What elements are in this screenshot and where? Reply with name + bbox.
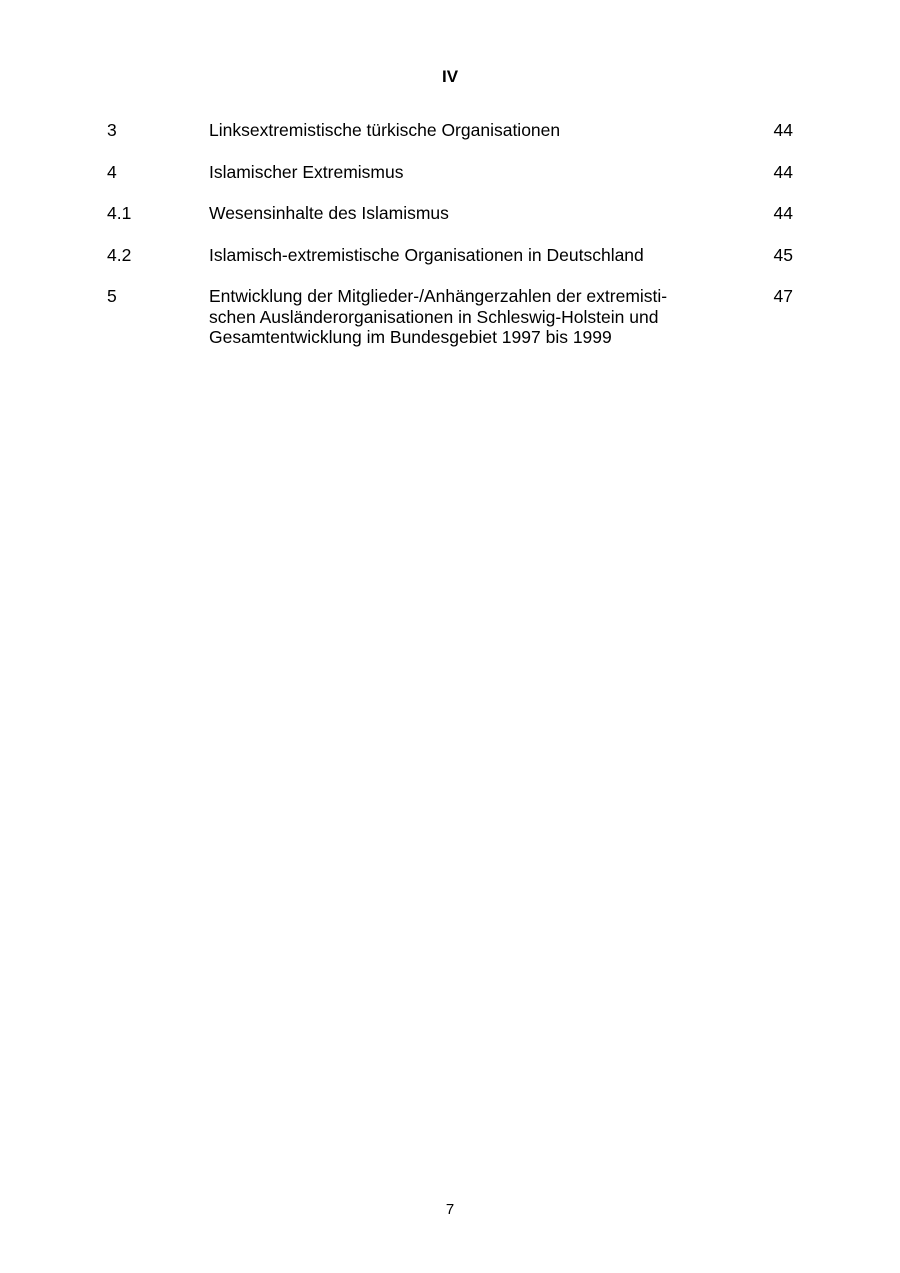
toc-entry-title: Wesensinhalte des Islamismus — [209, 203, 449, 223]
toc-entry[interactable] — [107, 120, 793, 141]
toc-entry[interactable] — [107, 286, 793, 348]
toc-entry-number: 4 — [107, 161, 117, 182]
toc-entry-title: Entwicklung der Mitglieder-/Anhängerzahlen der extremisti- schen Ausländerorganisationen in Schleswig-Holstein und Gesamtentwicklung im Bundesgebiet 1997 bis 1999 — [209, 286, 668, 347]
toc-entry-number: 5 — [107, 286, 117, 306]
toc-entry-title: Islamisch-extremistische Organisationen in Deutschland — [209, 244, 644, 265]
table-of-contents — [107, 120, 793, 369]
toc-entry-page: 47 — [773, 286, 793, 306]
toc-entry-title: Islamischer Extremismus — [209, 161, 404, 182]
toc-entry-page: 44 — [773, 120, 793, 140]
toc-entry-number: 4.1 — [107, 203, 132, 223]
toc-entry-page: 44 — [773, 203, 793, 223]
toc-entry-page: 45 — [773, 244, 793, 265]
toc-entry-number: 3 — [107, 120, 117, 140]
toc-entry[interactable] — [107, 245, 793, 266]
toc-entry-number: 4.2 — [107, 244, 132, 265]
toc-entry-title: Linksextremistische türkische Organisationen — [209, 120, 561, 140]
section-heading: IV — [441, 67, 459, 86]
toc-entry[interactable] — [107, 203, 793, 224]
page-number: 7 — [445, 1201, 455, 1218]
toc-entry[interactable] — [107, 162, 793, 183]
toc-entry-page: 44 — [773, 161, 793, 182]
